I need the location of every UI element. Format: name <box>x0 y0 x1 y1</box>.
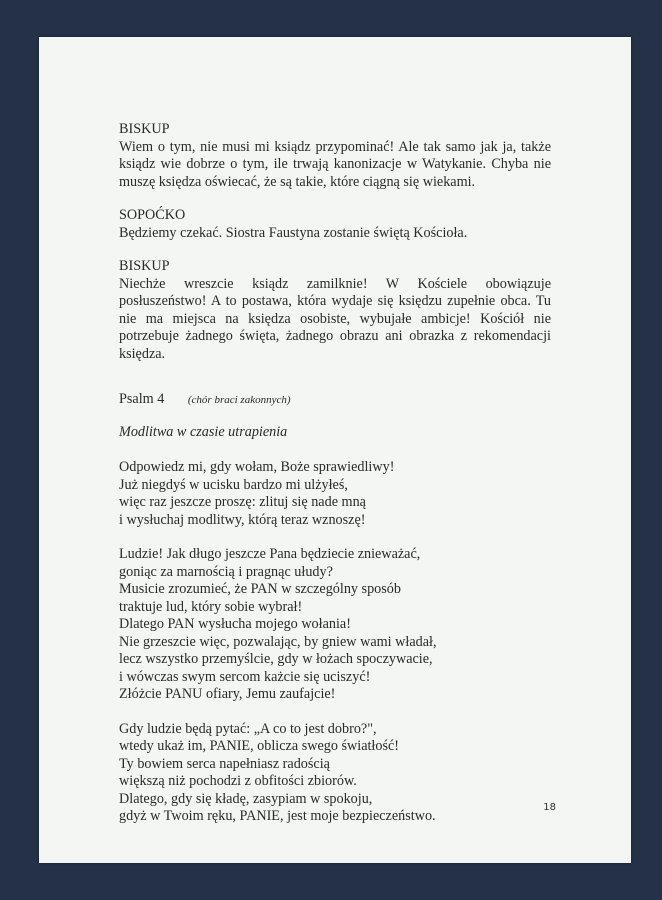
psalm-stanza-2 <box>119 546 551 704</box>
psalm-note: (chór braci zakonnych) <box>187 394 291 406</box>
psalm-line: Odpowiedz mi, gdy wołam, Boże sprawiedliwy! <box>119 459 395 475</box>
dialogue-text: Wiem o tym, nie musi mi ksiądz przypominać! Ale tak samo jak ja, także ksiądz wie dobrze o tym, ile trwają kanonizacje w Watykanie. Chyba nie muszę księdza oświecać, że są takie, które ciągną się wiekami. <box>119 138 551 190</box>
document-page <box>39 37 631 863</box>
psalm-line: i wówczas swym sercom każcie się uciszyć! <box>119 668 371 685</box>
speaker-name: BISKUP <box>119 258 170 274</box>
psalm-stanza-1 <box>119 459 551 529</box>
speaker-name: BISKUP <box>119 121 170 137</box>
psalm-line: Już niegdyś w ucisku bardzo mi ulżyłeś, <box>119 476 348 493</box>
psalm-line: wtedy ukaż im, PANIE, oblicza swego światłość! <box>119 738 400 754</box>
psalm-line: Ty bowiem serca napełniasz radością <box>119 755 330 772</box>
psalm-label: Psalm 4 <box>119 391 165 407</box>
psalm-line: gdyż w Twoim ręku, PANIE, jest moje bezpieczeństwo. <box>119 808 436 824</box>
page-number: 18 <box>543 802 556 813</box>
psalm-line: Złóżcie PANU ofiary, Jemu zaufajcie! <box>119 686 336 702</box>
psalm-stanza-3 <box>119 721 551 826</box>
psalm-line: Gdy ludzie będą pytać: „A co to jest dobro?", <box>119 720 377 737</box>
psalm-line: Dlatego PAN wysłucha mojego wołania! <box>119 616 351 632</box>
psalm-line: Nie grzeszcie więc, pozwalając, by gniew wami władał, <box>119 633 437 650</box>
psalm-line: lecz wszystko przemyślcie, gdy w łożach spoczywacie, <box>119 651 433 667</box>
psalm-line: i wysłuchaj modlitwy, którą teraz wznoszę! <box>119 511 366 528</box>
psalm-title: Modlitwa w czasie utrapienia <box>119 423 288 440</box>
psalm-line: Dlatego, gdy się kładę, zasypiam w spokoju, <box>119 790 373 807</box>
psalm-line: goniąc za marnością i pragnąc ułudy? <box>119 563 333 580</box>
dialogue-block-2 <box>119 207 551 242</box>
page-content <box>119 121 551 843</box>
psalm-line: większą niż pochodzi z obfitości zbiorów. <box>119 773 357 789</box>
psalm-line: Ludzie! Jak długo jeszcze Pana będziecie znieważać, <box>119 546 421 562</box>
psalm-line: traktuje lud, który sobie wybrał! <box>119 598 303 615</box>
psalm-heading <box>119 391 551 410</box>
dialogue-text: Będziemy czekać. Siostra Faustyna zostanie świętą Kościoła. <box>119 224 468 241</box>
speaker-name: SOPOĆKO <box>119 207 186 223</box>
dialogue-block-1 <box>119 121 551 191</box>
dialogue-block-3 <box>119 258 551 363</box>
psalm-line: Musicie zrozumieć, że PAN w szczególny sposób <box>119 581 401 597</box>
psalm-line: więc raz jeszcze proszę: zlituj się nade mną <box>119 494 366 510</box>
dialogue-text: Niechże wreszcie ksiądz zamilknie! W Kościele obowiązuje posłuszeństwo! A to postawa, która wydaje się księdzu zupełnie obca. Tu nie ma miejsca na księdza osobiste, wybujałe ambicje! Kościół nie potrzebuje żadnego święta, żadnego obrazu ani obrazka z rekomendacji księdza. <box>119 275 551 362</box>
